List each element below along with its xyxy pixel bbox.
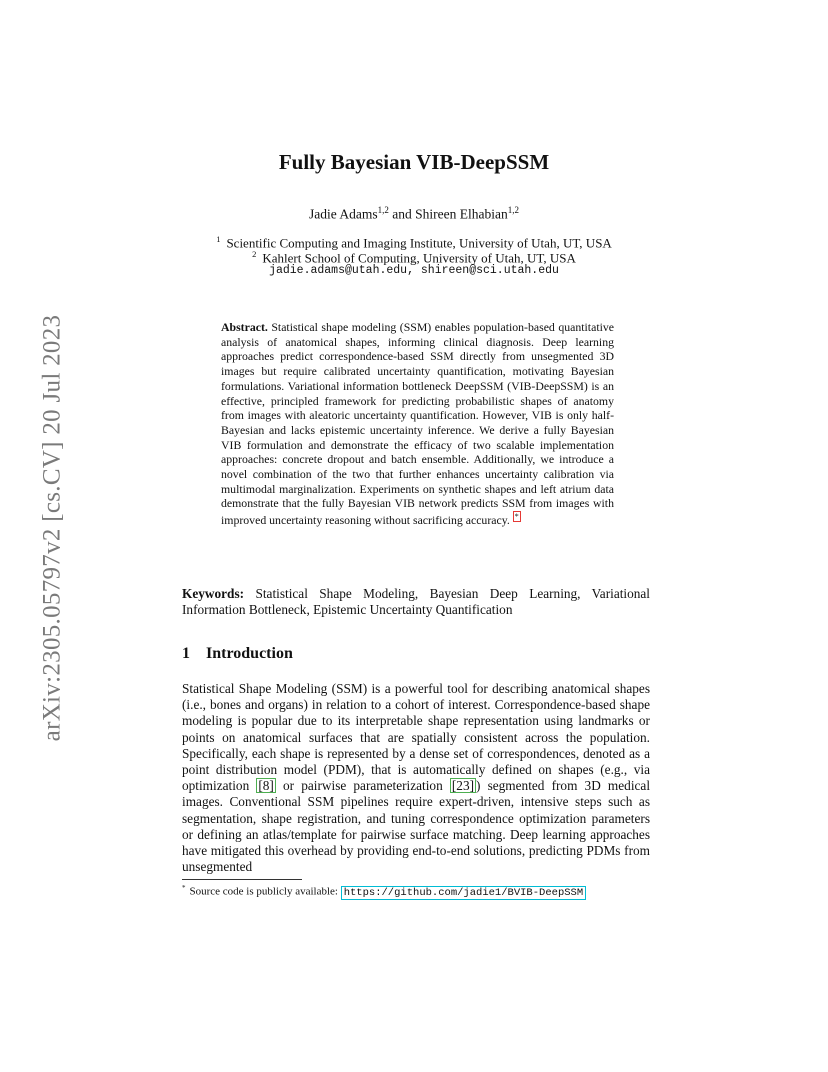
affiliation-2-text: Kahlert School of Computing, University of Utah, UT, USA: [262, 250, 576, 266]
section-heading-introduction: [182, 645, 293, 663]
author-2-affil: 1,2: [507, 205, 519, 215]
affiliation-1-number: 1: [216, 234, 221, 244]
citation-link-23[interactable]: [23]: [451, 778, 475, 794]
paper-title: Fully Bayesian VIB-DeepSSM: [278, 150, 550, 174]
affiliation-2-number: 2: [252, 249, 257, 259]
citation-link-8[interactable]: [8]: [258, 778, 274, 794]
author-2-name: Shireen Elhabian: [415, 206, 508, 222]
keywords: [182, 586, 650, 619]
author-line: [0, 205, 828, 223]
footnote-text: Source code is publicly available:: [189, 885, 338, 898]
affiliation-1-text: Scientific Computing and Imaging Institute, University of Utah, UT, USA: [226, 235, 612, 251]
abstract-label: Abstract.: [221, 320, 268, 334]
author-1-name: Jadie Adams: [309, 206, 378, 222]
arxiv-stamp-text: arXiv:2305.05797v2 [cs.CV] 20 Jul 2023: [38, 314, 65, 742]
author-emails: jadie.adams@utah.edu, shireen@sci.utah.edu: [269, 264, 559, 277]
arxiv-identifier-stamp: [32, 295, 72, 761]
footnote-divider: [182, 879, 302, 880]
intro-text-part-3: ) segmented from 3D medical images. Conventional SSM pipelines require expert-driven, intensive steps such as segmentation, shape registration, and tuning correspondence optimization parameters or defining an atlas/template for pairwise surface matching. Deep learning approaches have mitigated this overhead by providing end-to-end solutions, predicting PDMs from unsegmented: [182, 778, 651, 875]
footnote-marker: *: [182, 884, 186, 892]
keywords-label: Keywords:: [182, 586, 245, 601]
keywords-text: Statistical Shape Modeling, Bayesian Deep Learning, Variational Information Bottleneck, Epistemic Uncertainty Quantification: [182, 586, 651, 618]
abstract: [221, 320, 614, 528]
introduction-paragraph: [182, 681, 650, 875]
footnote-link[interactable]: *: [514, 512, 519, 522]
section-number: 1: [182, 645, 190, 662]
intro-text-part-2: or pairwise parameterization: [283, 778, 443, 794]
section-title: Introduction: [206, 645, 293, 662]
author-conjunction: and: [392, 206, 412, 222]
intro-text-part-1: Statistical Shape Modeling (SSM) is a powerful tool for describing anatomical shapes (i.e., bones and organs) in relation to a cohort of interest. Correspondence-based shape modeling is popular due to its interpretable shape representation using landmarks or points on anatomical surfaces that are spatially consistent across the population. Specifically, each shape is represented by a dense set of correspondences, denoted as a point distribution model (PDM), that is automatically defined on shapes (e.g., via optimization: [182, 681, 650, 794]
author-1-affil: 1,2: [377, 205, 389, 215]
abstract-text: Statistical shape modeling (SSM) enables population-based quantitative analysis of anatomical shapes, informing clinical diagnosis. Deep learning approaches predict correspondence-based SSM directly from unsegmented 3D images but require calibrated uncertainty quantification, motivating Bayesian formulations. Variational information bottleneck DeepSSM (VIB-DeepSSM) is an effective, principled framework for predicting probabilistic shapes of anatomy from images with aleatoric uncertainty quantification. However, VIB is only half-Bayesian and lacks epistemic uncertainty inference. We derive a fully Bayesian VIB formulation and demonstrate the efficacy of two scalable implementation approaches: concrete dropout and batch ensemble. Additionally, we introduce a novel combination of the two that further enhances uncertainty calibration via multimodal marginalization. Experiments on synthetic shapes and left atrium data demonstrate that the fully Bayesian VIB network predicts SSM from images with improved uncertainty reasoning without sacrificing accuracy.: [221, 320, 615, 528]
source-code-url-link[interactable]: https://github.com/jadie1/BVIB-DeepSSM: [341, 886, 586, 900]
footnote: [182, 884, 586, 900]
